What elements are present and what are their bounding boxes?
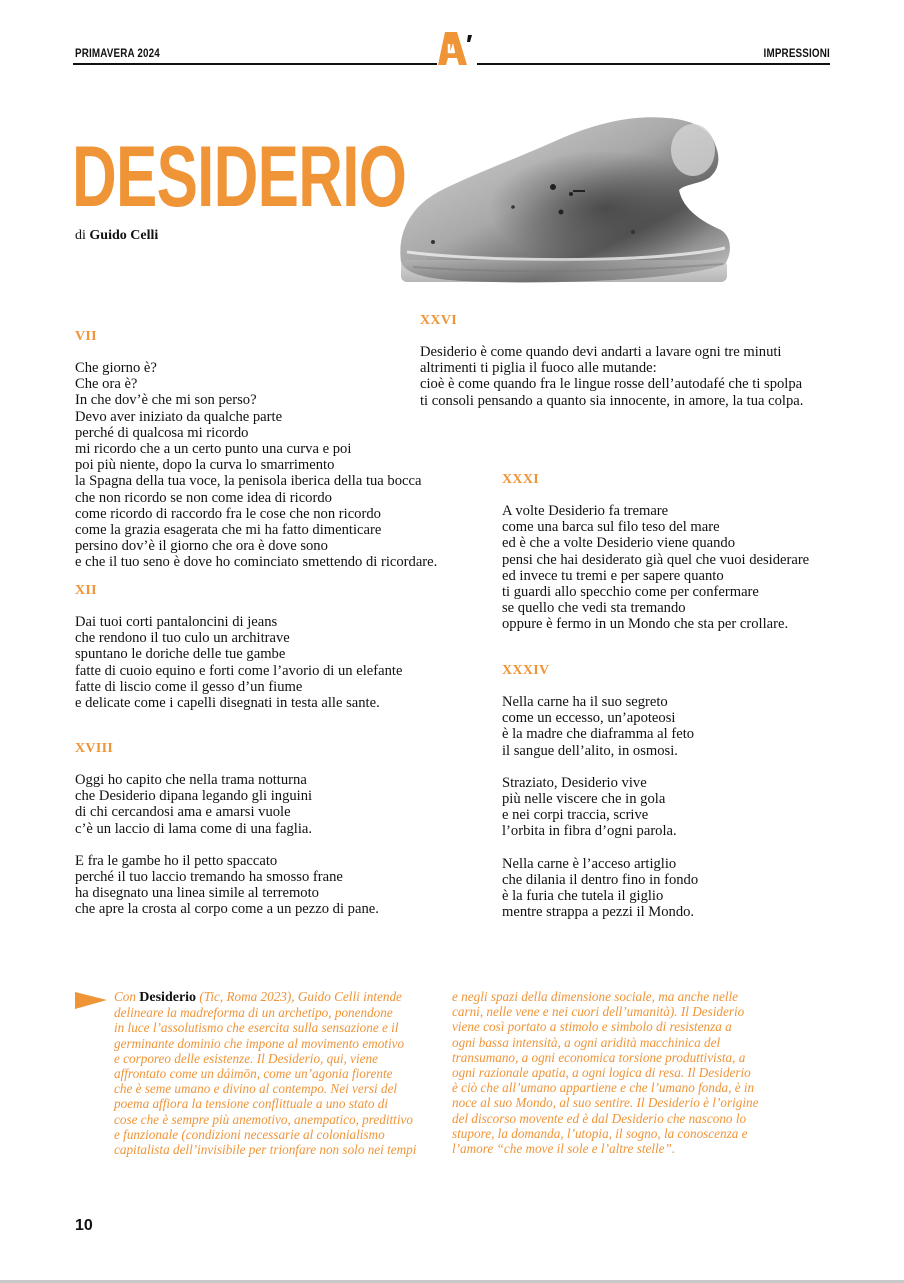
commentary-line: e corporeo delle esistenze. Il Desiderio, qui, viene (114, 1050, 378, 1066)
verse-line: ti consoli pensando a quanto sia innocente, in amore, la tua colpa. (420, 392, 804, 409)
stanza (502, 775, 698, 840)
stanza (75, 614, 402, 711)
verse-line: fatte di liscio come il gesso d’un fiume (75, 678, 303, 695)
verse-line: e che il tuo seno è dove ho cominciato smettendo di ricordare. (75, 554, 438, 571)
verse-line: più nelle viscere che in gola (502, 791, 666, 808)
verse-line: la Spagna della tua voce, la penisola iberica della tua bocca (75, 473, 422, 490)
verse-line: Nella carne ha il suo segreto (502, 694, 668, 710)
poem-section (75, 329, 437, 587)
verse-line: se quello che vedi sta tremando (502, 600, 686, 617)
verse-line: Desiderio è come quando devi andarti a lavare ogni tre minuti (420, 344, 782, 360)
section-label: IMPRESSIONI (763, 46, 830, 60)
verse-line: fatte di cuoio equino e forti come l’avorio di un elefante (75, 662, 403, 679)
verse-line: cioè è come quando fra le lingue rosse dell’autodafé che ti spolpa (420, 376, 803, 393)
commentary-line: capitalista dell’invisibile per trionfare non solo nei tempi (114, 1142, 417, 1158)
verse-line: perché di qualcosa mi ricordo (75, 424, 249, 441)
poem-section (420, 313, 803, 425)
verse-line: l’orbita in fibra d’ogni parola. (502, 823, 677, 840)
verse-line: pensi che hai desiderato già quel che vuoi desiderare (502, 551, 810, 568)
commentary-line (114, 989, 416, 1005)
verse-line: e delicate come i capelli disegnati in testa alle sante. (75, 695, 380, 712)
verse-line: che dilania il dentro fino in fondo (502, 871, 699, 888)
verse-line: A volte Desiderio fa tremare (502, 503, 669, 519)
verse-line: è la madre che diaframma al feto (502, 726, 695, 743)
verse-line: Nella carne è l’acceso artiglio (502, 855, 677, 872)
book-title: Desiderio (139, 990, 197, 1005)
commentary-line: è ciò che all’umano appartiene e che l’umano fonda, è in (452, 1080, 755, 1096)
commentary-line: germinante dominio che impone al movimento emotivo (114, 1035, 405, 1051)
verse-line: Oggi ho capito che nella trama notturna (75, 772, 307, 788)
poem-numeral: XVIII (75, 741, 114, 756)
article-title: DESIDERIO (72, 129, 407, 225)
commentary-line: l’amore “che move il sole e l’altre stelle”. (452, 1141, 676, 1157)
poem-section (502, 663, 698, 936)
commentary-intro: Con (114, 989, 136, 1004)
commentary-line: delineare la madreforma di un archetipo, ponendone (114, 1005, 393, 1021)
verse-line: come un eccesso, un’apoteosi (502, 710, 676, 727)
verse-line: che apre la crosta al corpo come a un pezzo di pane. (75, 901, 379, 918)
verse-line: c’è un laccio di lama come di una faglia. (75, 820, 313, 837)
verse-line: ed è che a volte Desiderio viene quando (502, 535, 736, 552)
verse-line: ti guardi allo specchio come per confermare (502, 584, 759, 601)
lion-statue-image (393, 112, 733, 287)
poem-numeral: XXXIV (502, 663, 550, 678)
verse-line: In che dov’è che mi son perso? (75, 392, 257, 409)
stanza (75, 853, 379, 918)
byline (75, 228, 158, 244)
verse-line: spuntano le doriche delle tue gambe (75, 646, 286, 663)
commentary-line: affrontato come un dáimōn, come un’agonia fiorente (114, 1066, 393, 1082)
verse-line: oppure è fermo in un Mondo che sta per crollare. (502, 616, 789, 633)
verse-line: come la grazia esagerata che mi ha fatto dimenticare (75, 522, 382, 539)
magazine-logo-icon (437, 32, 477, 68)
commentary-line: carni, nelle vene e nei cuori dell’umanità). Il Desiderio (452, 1004, 745, 1020)
author-name: Guido Celli (89, 228, 159, 243)
commentary-line: in luce l’assolutismo che esercita sulla sensazione e il (114, 1020, 399, 1036)
verse-line: Devo aver iniziato da qualche parte (75, 408, 283, 425)
poem-numeral: XXXI (502, 472, 539, 487)
verse-line: poi più niente, dopo la curva lo smarrimento (75, 457, 335, 474)
commentary-line: e negli spazi della dimensione sociale, ma anche nelle (452, 989, 739, 1004)
verse-line: mi ricordo che a un certo punto una curva e poi (75, 441, 352, 458)
verse-line: Straziato, Desiderio vive (502, 774, 647, 791)
commentary-line: che è seme umano e divino al contempo. Nei versi del (114, 1081, 398, 1097)
verse-line: Che giorno è? (75, 360, 157, 376)
verse-line: come una barca sul filo teso del mare (502, 519, 720, 536)
poem-numeral: XII (75, 583, 97, 598)
page-number: 10 (75, 1217, 93, 1234)
stanza (75, 772, 379, 837)
commentary-text: (Tic, Roma 2023), Guido Celli intende (196, 989, 402, 1004)
play-triangle-icon (75, 992, 107, 1010)
commentary-line: poema affiora la tensione conflittuale a uno stato di (114, 1096, 388, 1112)
verse-line: Che ora è? (75, 376, 138, 393)
verse-line: come ricordo di raccordo fra le cose che non ricordo (75, 505, 381, 522)
commentary-line: del discorso movente ed è dal Desiderio che nascono lo (452, 1110, 747, 1126)
verse-line: che non ricordo se non come idea di ricordo (75, 489, 332, 506)
verse-line: perché il tuo laccio tremando ha smosso frane (75, 869, 343, 886)
verse-line: Dai tuoi corti pantaloncini di jeans (75, 614, 278, 630)
poem-section (75, 583, 402, 727)
verse-line: e nei corpi traccia, scrive (502, 807, 649, 824)
commentary-column-1 (114, 989, 416, 1157)
verse-line: che Desiderio dipana legando gli inguini (75, 788, 313, 805)
verse-line: ed invece tu tremi e per sapere quanto (502, 567, 724, 584)
commentary-column-2 (452, 989, 758, 1156)
verse-line: di chi cercandosi ama e amarsi vuole (75, 804, 291, 821)
commentary-line: stupore, la domanda, l’utopia, il sogno, la conoscenza e (452, 1125, 748, 1141)
stanza (502, 503, 809, 633)
verse-line: che rendono il tuo culo un architrave (75, 630, 290, 647)
poem-numeral: VII (75, 329, 97, 344)
commentary-line: transumano, a ogni economica torsione produttivista, a (452, 1049, 746, 1065)
verse-line: E fra le gambe ho il petto spaccato (75, 852, 278, 869)
commentary-line: e funzionale (condizioni necessarie al colonialismo (114, 1126, 385, 1142)
verse-line: ha disegnato una linea simile al terremoto (75, 885, 319, 902)
stanza (502, 694, 698, 759)
commentary-line: ogni razionale apatia, a ogni logica di resa. Il Desiderio (452, 1065, 751, 1081)
poem-section (502, 472, 809, 649)
poem-numeral: XXVI (420, 313, 457, 328)
verse-line: è la furia che tutela il giglio (502, 888, 664, 905)
poem-section (75, 741, 379, 934)
stanza (502, 856, 698, 921)
commentary-line: cose che è sempre più anemotivo, anempatico, predittivo (114, 1111, 413, 1127)
verse-line: altrimenti ti piglia il fuoco alle mutande: (420, 360, 657, 377)
commentary-line: ogni bassa intensità, a ogni aridità macchinica del (452, 1034, 721, 1050)
commentary-line: noce al suo Mondo, al suo sentire. Il Desiderio è l’origine (452, 1095, 759, 1111)
verse-line: il sangue dell’alito, in osmosi. (502, 742, 678, 759)
commentary-line: viene così portato a stimolo e simbolo di resistenza a (452, 1019, 732, 1035)
byline-prefix: di (75, 228, 86, 243)
stanza (75, 360, 437, 571)
verse-line: mentre strappa a pezzi il Mondo. (502, 904, 695, 921)
verse-line: persino dov’è il giorno che ora è dove sono (75, 538, 328, 555)
issue-label: PRIMAVERA 2024 (75, 46, 160, 60)
stanza (420, 344, 803, 409)
